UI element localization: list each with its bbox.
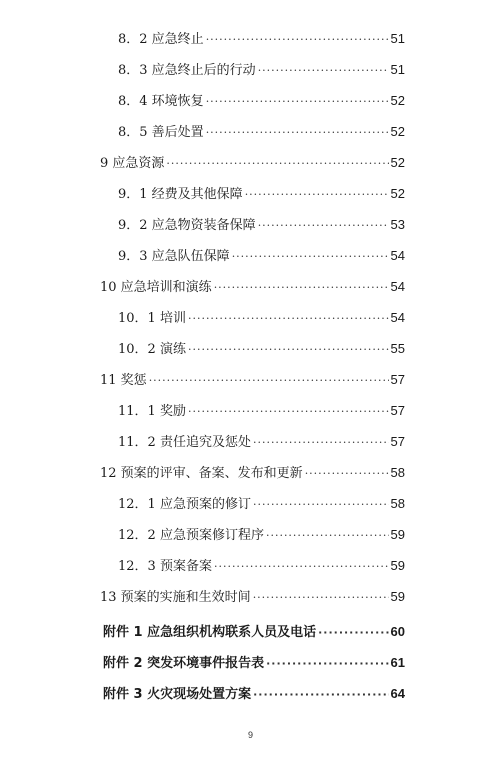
toc-entry <box>100 586 405 608</box>
toc-entry-page: 57 <box>390 434 405 449</box>
toc-entry-title: 11．1 奖励 <box>118 404 186 419</box>
toc-leader <box>214 277 389 299</box>
toc-entry-title: 10．1 培训 <box>118 311 186 326</box>
toc-leader <box>253 587 389 609</box>
toc-entry-title: 附件 3 火灾现场处置方案 <box>103 687 252 702</box>
toc-entry-page: 59 <box>390 558 405 573</box>
toc-leader <box>305 463 389 485</box>
toc-leader <box>206 122 389 144</box>
toc-leader <box>266 525 389 547</box>
toc-entry <box>100 369 405 391</box>
toc-entry-title: 9．1 经费及其他保障 <box>118 187 243 202</box>
toc-entry-page: 61 <box>390 655 405 670</box>
toc-leader <box>266 653 388 675</box>
toc-entry <box>118 121 405 143</box>
toc-leader <box>188 401 389 423</box>
toc-leader <box>188 339 389 361</box>
toc-entry <box>100 462 405 484</box>
toc-entry-title: 13 预案的实施和生效时间 <box>100 590 251 605</box>
toc-entry <box>118 431 405 453</box>
toc-entry-title: 11 奖惩 <box>100 373 147 388</box>
toc-entry <box>103 683 405 705</box>
toc-entry <box>103 621 405 643</box>
toc-leader <box>253 494 389 516</box>
toc-leader <box>245 184 389 206</box>
toc-entry-page: 52 <box>390 124 405 139</box>
toc-leader <box>232 246 389 268</box>
toc-entry-page: 55 <box>390 341 405 356</box>
toc-entry <box>118 307 405 329</box>
toc-entry-title: 12．1 应急预案的修订 <box>118 497 251 512</box>
toc-leader <box>258 60 389 82</box>
toc-entry-page: 59 <box>390 527 405 542</box>
toc-entry-title: 9 应急资源 <box>100 156 165 171</box>
toc-entry-title: 8．3 应急终止后的行动 <box>118 63 256 78</box>
toc-entry-title: 附件 1 应急组织机构联系人员及电话 <box>103 625 317 640</box>
toc-entry <box>118 90 405 112</box>
toc-entry-page: 53 <box>390 217 405 232</box>
toc-entry-page: 58 <box>390 465 405 480</box>
toc-entry <box>118 183 405 205</box>
toc-entry-title: 8．2 应急终止 <box>118 32 204 47</box>
toc-entry-title: 12．3 预案备案 <box>118 559 212 574</box>
toc-entry <box>118 524 405 546</box>
toc-entry-page: 54 <box>390 279 405 294</box>
toc-leader <box>166 153 388 175</box>
toc-entry <box>103 652 405 674</box>
toc-entry-title: 9．2 应急物资装备保障 <box>118 218 256 233</box>
toc-entry-page: 57 <box>390 372 405 387</box>
toc-leader <box>258 215 389 237</box>
toc-entry-title: 12 预案的评审、备案、发布和更新 <box>100 466 303 481</box>
toc-entry-page: 52 <box>390 155 405 170</box>
toc-entry-page: 52 <box>390 186 405 201</box>
toc-leader <box>253 684 388 706</box>
toc-entry-title: 10 应急培训和演练 <box>100 280 212 295</box>
toc-leader <box>214 556 389 578</box>
toc-entry-title: 8．4 环境恢复 <box>118 94 204 109</box>
toc-entry-page: 59 <box>390 589 405 604</box>
toc-entry-title: 10．2 演练 <box>118 342 186 357</box>
toc-entry-title: 9．3 应急队伍保障 <box>118 249 230 264</box>
toc-entry <box>118 493 405 515</box>
toc-entry-page: 60 <box>390 624 405 639</box>
toc-entry-page: 51 <box>390 31 405 46</box>
toc-entry-page: 54 <box>390 310 405 325</box>
toc-entry <box>118 214 405 236</box>
toc-entry-page: 54 <box>390 248 405 263</box>
toc-leader <box>206 91 389 113</box>
toc-entry-page: 64 <box>390 686 405 701</box>
toc-leader <box>253 432 389 454</box>
toc-entry-page: 52 <box>390 93 405 108</box>
toc-leader <box>206 29 389 51</box>
page-number: 9 <box>247 730 253 740</box>
toc-entry <box>118 59 405 81</box>
toc-entry-title: 12．2 应急预案修订程序 <box>118 528 264 543</box>
toc-entry-title: 8．5 善后处置 <box>118 125 204 140</box>
toc-leader <box>149 370 389 392</box>
toc-entry <box>100 276 405 298</box>
toc-entry-title: 附件 2 突发环境事件报告表 <box>103 656 265 671</box>
toc-entry-page: 57 <box>390 403 405 418</box>
toc-entry <box>118 338 405 360</box>
toc-entry <box>118 28 405 50</box>
toc-entry-title: 11．2 责任追究及惩处 <box>118 435 251 450</box>
toc-entry-page: 58 <box>390 496 405 511</box>
toc-entry <box>118 555 405 577</box>
toc-entry <box>118 400 405 422</box>
toc-leader <box>188 308 389 330</box>
toc-leader <box>318 622 388 644</box>
toc-entry <box>118 245 405 267</box>
toc-entry <box>100 152 405 174</box>
toc-entry-page: 51 <box>390 62 405 77</box>
